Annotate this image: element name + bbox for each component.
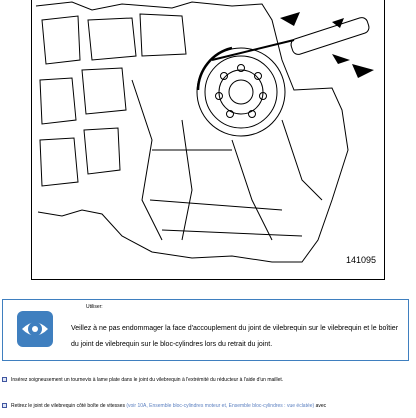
step-bullet-icon xyxy=(2,377,7,382)
warning-label: Utiliser: xyxy=(86,304,103,310)
eye-icon xyxy=(17,311,53,347)
engine-diagram xyxy=(31,0,385,280)
warning-text: Veillez à ne pas endommager la face d'accouplement du joint de vilebrequin sur le vilebrequin et le boîtier du joint de vilebrequin sur le bloc-cylindres lors du retrait du joint. xyxy=(71,325,399,348)
reference-link[interactable]: (voir 10A, Ensemble bloc-cylindres moteur et, Ensemble bloc-cylindres : vue éclatée) xyxy=(126,403,315,409)
figure-number: 141095 xyxy=(345,255,376,265)
engine-block-drawing xyxy=(32,0,385,280)
warning-box xyxy=(2,299,409,361)
step-2-text: Retirez le joint de vilebrequin côté boîte de vitesses xyxy=(11,403,127,409)
step-bullet-icon xyxy=(2,403,7,408)
step-1 xyxy=(2,376,283,384)
step-2-text-end: avec xyxy=(314,403,327,409)
step-2 xyxy=(2,402,326,410)
step-1-text: Insérez soigneusement un tournevis à lame plate dans le joint du vilebrequin à l'extrémité du réducteur à l'aide d'un maillet. xyxy=(11,377,284,383)
